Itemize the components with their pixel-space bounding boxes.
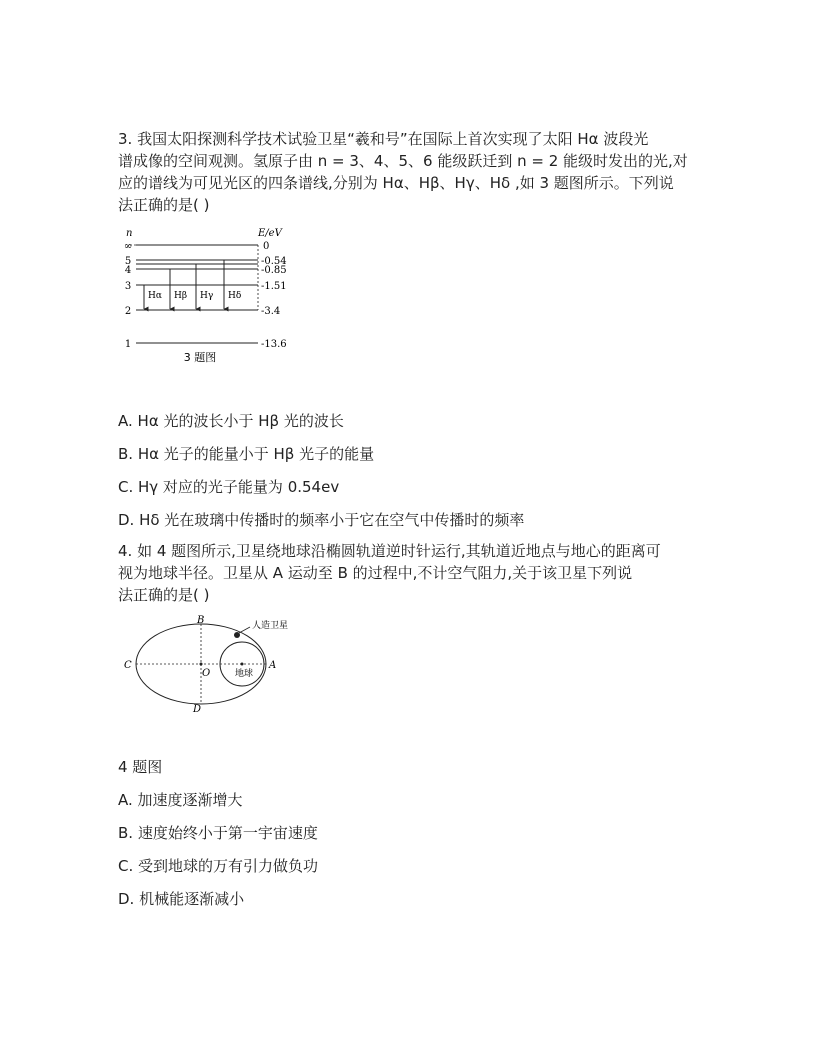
axis-n-label: n (126, 228, 133, 239)
transition-label-h-alpha: Hα (148, 291, 162, 301)
level-e-inf: 0 (263, 241, 270, 252)
level-e-5: -0.54 (261, 256, 287, 267)
transition-label-h-beta: Hβ (174, 291, 188, 301)
q3-line-1: 3. 我国太阳探测科学技术试验卫星“羲和号”在国际上首次实现了太阳 Hα 波段光 (118, 130, 649, 148)
level-e-2: -3.4 (261, 306, 281, 317)
point-d-label: D (193, 704, 202, 715)
level-e-3: -1.51 (261, 281, 287, 292)
q3-line-4: 法正确的是( ) (118, 196, 210, 214)
level-n-3: 3 (124, 281, 132, 292)
orbit-diagram (118, 612, 308, 717)
level-n-inf: ∞ (123, 241, 133, 252)
level-n-2: 2 (124, 306, 132, 317)
earth-center-dot (241, 663, 244, 666)
transition-label-h-gamma: Hγ (200, 291, 214, 301)
level-e-1: -13.6 (261, 339, 287, 350)
point-a-label: A (269, 660, 277, 671)
question-3-stem (118, 128, 708, 216)
q4-option-b: B. 速度始终小于第一宇宙速度 (118, 824, 318, 842)
q3-line-3: 应的谱线为可见光区的四条谱线,分别为 Hα、Hβ、Hγ、Hδ ,如 3 题图所示。下列说 (118, 174, 674, 192)
figure-4-caption: 4 题图 (118, 758, 163, 776)
energy-level-diagram (118, 225, 308, 370)
transition-label-h-delta: Hδ (228, 291, 242, 301)
q4-line-1: 4. 如 4 题图所示,卫星绕地球沿椭圆轨道逆时针运行,其轨道近地点与地心的距离可 (118, 542, 661, 560)
q4-line-2: 视为地球半径。卫星从 A 运动至 B 的过程中,不计空气阻力,关于该卫星下列说 (118, 564, 633, 582)
point-c-label: C (124, 660, 132, 671)
q3-option-c: C. Hγ 对应的光子能量为 0.54ev (118, 478, 340, 496)
q3-option-b: B. Hα 光子的能量小于 Hβ 光子的能量 (118, 445, 375, 463)
q4-option-c: C. 受到地球的万有引力做负功 (118, 857, 319, 875)
q4-option-d: D. 机械能逐渐减小 (118, 890, 245, 908)
q4-option-a: A. 加速度逐渐增大 (118, 791, 243, 809)
level-n-1: 1 (124, 339, 132, 350)
level-e-4: -0.85 (261, 265, 287, 276)
level-n-5: 5 (124, 256, 132, 267)
satellite-label: 人造卫星 (252, 621, 289, 631)
center-dot (200, 663, 203, 666)
q3-option-a: A. Hα 光的波长小于 Hβ 光的波长 (118, 412, 344, 430)
earth-label: 地球 (235, 669, 254, 679)
q3-option-d: D. Hδ 光在玻璃中传播时的频率小于它在空气中传播时的频率 (118, 511, 525, 529)
point-o-label: O (202, 668, 211, 679)
axis-energy-label: E/eV (258, 228, 282, 239)
level-n-4: 4 (124, 265, 132, 276)
point-b-label: B (197, 615, 205, 626)
figure-3-caption: 3 题图 (183, 351, 217, 364)
q3-line-2: 谱成像的空间观测。氢原子由 n = 3、4、5、6 能级跃迁到 n = 2 能级时发出的光,对 (118, 152, 688, 170)
question-4-stem (118, 540, 708, 606)
q4-line-3: 法正确的是( ) (118, 586, 210, 604)
